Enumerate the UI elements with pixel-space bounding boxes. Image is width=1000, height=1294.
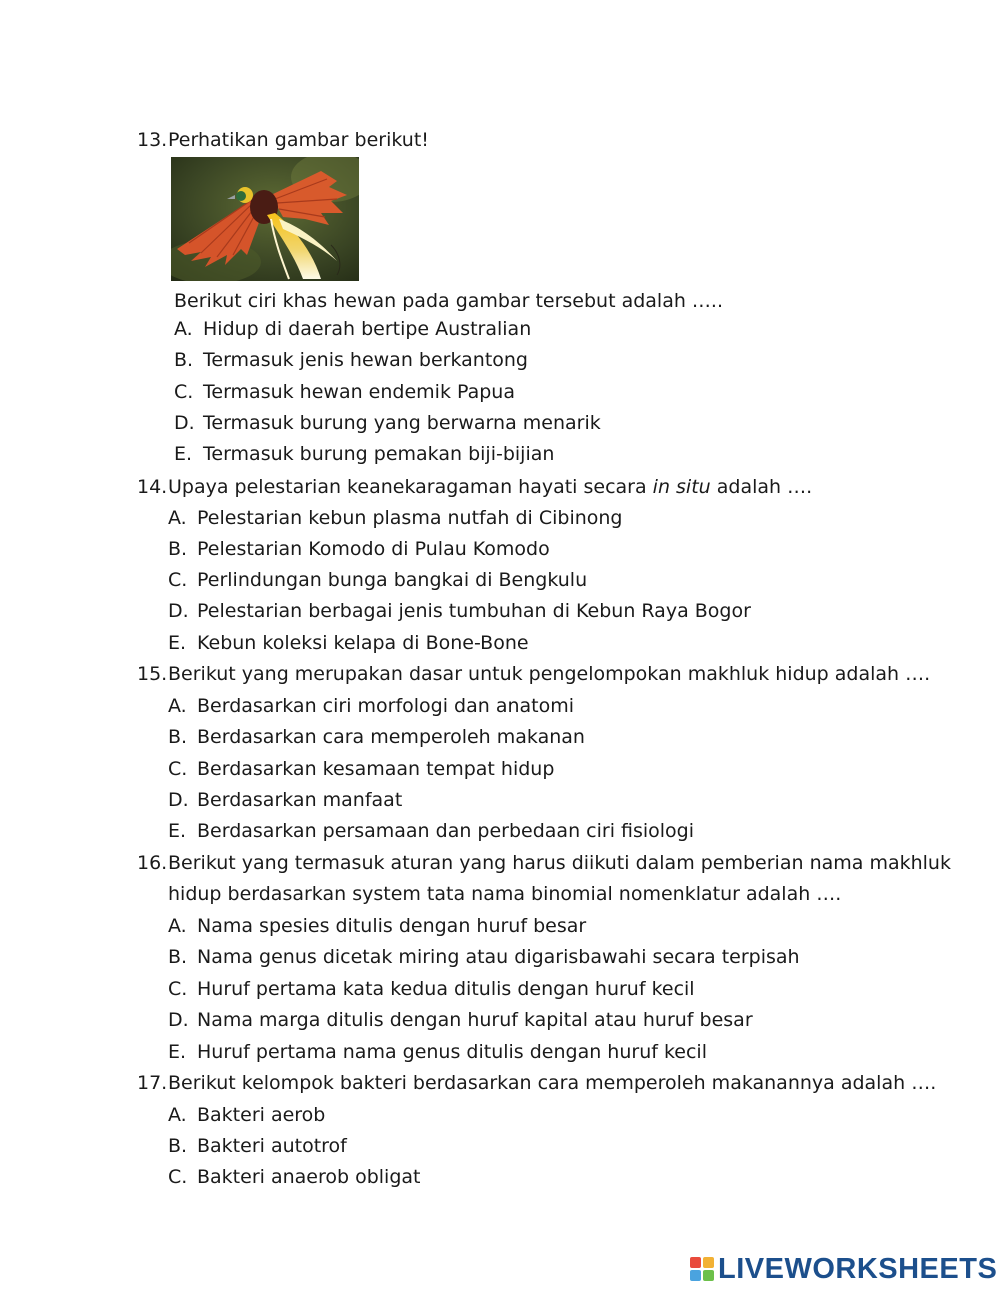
option-text: Pelestarian Komodo di Pulau Komodo [197, 538, 550, 560]
option-text: Berdasarkan cara memperoleh makanan [197, 726, 585, 748]
option-text: Bakteri aerob [197, 1104, 326, 1126]
option-letter: C. [174, 381, 194, 403]
question-number: 16. [137, 852, 168, 874]
question-text: Berikut yang merupakan dasar untuk pengelompokan makhluk hidup adalah …. [168, 663, 931, 685]
logo-blocks-icon [690, 1257, 714, 1281]
option-text: Bakteri autotrof [197, 1135, 347, 1157]
option-letter: E. [168, 820, 187, 842]
option-text: Pelestarian kebun plasma nutfah di Cibinong [197, 507, 623, 529]
option-letter: A. [168, 915, 187, 937]
option-letter: D. [168, 1009, 189, 1031]
question-text-part: adalah …. [710, 476, 813, 498]
option-text: Hidup di daerah bertipe Australian [203, 318, 532, 340]
logo-block [703, 1270, 714, 1281]
question-text-line-2: hidup berdasarkan system tata nama binomial nomenklatur adalah …. [168, 883, 842, 905]
liveworksheets-logo [690, 1254, 997, 1284]
question-text-part: Upaya pelestarian keanekaragaman hayati secara [168, 476, 653, 498]
question-number: 17. [137, 1072, 168, 1094]
option-letter: E. [174, 443, 193, 465]
option-text: Kebun koleksi kelapa di Bone-Bone [197, 632, 529, 654]
option-text: Berdasarkan persamaan dan perbedaan ciri fisiologi [197, 820, 695, 842]
option-text: Pelestarian berbagai jenis tumbuhan di Kebun Raya Bogor [197, 600, 751, 622]
option-text: Termasuk hewan endemik Papua [203, 381, 515, 403]
option-text: Nama spesies ditulis dengan huruf besar [197, 915, 587, 937]
option-letter: B. [168, 946, 188, 968]
option-letter: D. [168, 600, 189, 622]
option-text: Berdasarkan kesamaan tempat hidup [197, 758, 555, 780]
option-letter: E. [168, 1041, 187, 1063]
logo-text: LIVEWORKSHEETS [718, 1252, 998, 1285]
bird-of-paradise-photo [171, 157, 359, 281]
question-prompt: Berikut ciri khas hewan pada gambar tersebut adalah ….. [174, 290, 724, 312]
option-letter: A. [174, 318, 193, 340]
option-letter: B. [174, 349, 194, 371]
question-text: Perhatikan gambar berikut! [168, 129, 429, 151]
option-text: Berdasarkan manfaat [197, 789, 403, 811]
option-text: Termasuk burung pemakan biji-bijian [203, 443, 555, 465]
logo-block [703, 1257, 714, 1268]
option-letter: C. [168, 758, 188, 780]
option-letter: C. [168, 978, 188, 1000]
option-text: Perlindungan bunga bangkai di Bengkulu [197, 569, 588, 591]
option-text: Huruf pertama nama genus ditulis dengan huruf kecil [197, 1041, 707, 1063]
question-text-line-1: Berikut yang termasuk aturan yang harus diikuti dalam pemberian nama makhluk [168, 852, 951, 874]
option-letter: C. [168, 569, 188, 591]
logo-block [690, 1270, 701, 1281]
question-number: 15. [137, 663, 168, 685]
option-letter: D. [174, 412, 195, 434]
option-text: Termasuk burung yang berwarna menarik [203, 412, 601, 434]
option-letter: A. [168, 1104, 187, 1126]
question-number: 13. [137, 129, 168, 151]
option-text: Nama genus dicetak miring atau digarisbawahi secara terpisah [197, 946, 800, 968]
option-text: Bakteri anaerob obligat [197, 1166, 421, 1188]
option-letter: B. [168, 1135, 188, 1157]
option-letter: A. [168, 507, 187, 529]
option-letter: B. [168, 538, 188, 560]
option-letter: C. [168, 1166, 188, 1188]
question-number: 14. [137, 476, 168, 498]
option-letter: E. [168, 632, 187, 654]
option-text: Huruf pertama kata kedua ditulis dengan huruf kecil [197, 978, 695, 1000]
option-letter: B. [168, 726, 188, 748]
option-text: Nama marga ditulis dengan huruf kapital atau huruf besar [197, 1009, 753, 1031]
option-text: Termasuk jenis hewan berkantong [203, 349, 528, 371]
option-letter: D. [168, 789, 189, 811]
question-text-italic: in situ [652, 476, 711, 498]
logo-block [690, 1257, 701, 1268]
question-text [168, 475, 812, 499]
option-text: Berdasarkan ciri morfologi dan anatomi [197, 695, 575, 717]
option-letter: A. [168, 695, 187, 717]
question-text: Berikut kelompok bakteri berdasarkan cara memperoleh makanannya adalah …. [168, 1072, 937, 1094]
